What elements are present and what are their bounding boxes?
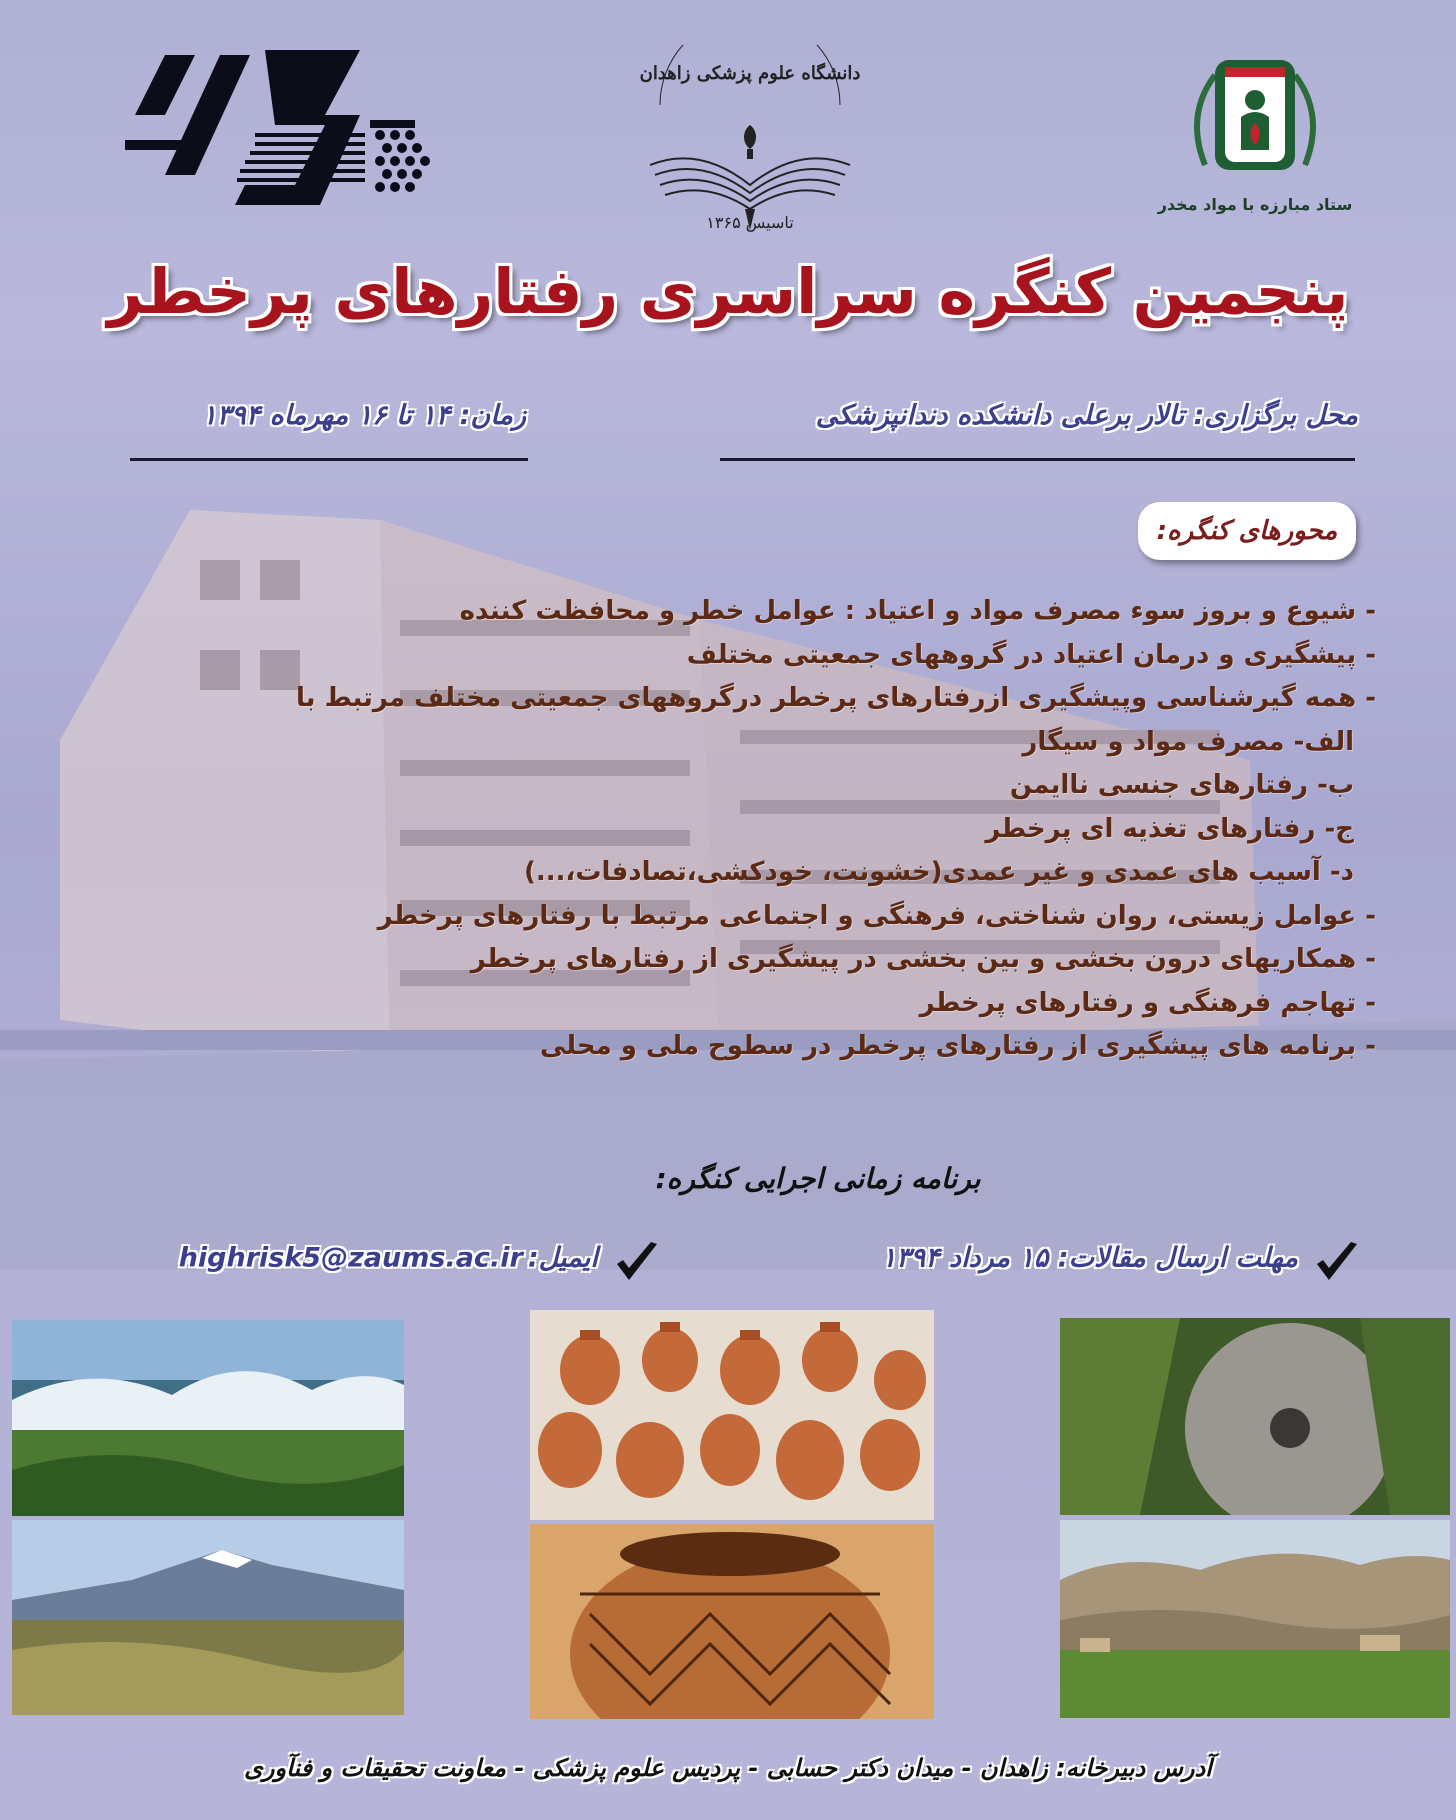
university-name: دانشگاه علوم پزشکی زاهدان (639, 63, 861, 84)
email-link[interactable]: highrisk5@zaums.ac.ir (178, 1242, 523, 1274)
topic-subitem: ب- رفتارهای جنسی ناایمن (1009, 770, 1354, 800)
founded-year: تاسیس ۱۳۶۵ (706, 213, 794, 232)
coast-waves-photo (12, 1320, 404, 1516)
secretariat-address: آدرس دبیرخانه: زاهدان - میدان دکتر حسابی - پردیس علوم پزشکی - معاونت تحقیقات و فنآوری (244, 1754, 1212, 1782)
congress-title: پنجمین کنگره سراسری رفتارهای پرخطر (107, 255, 1349, 328)
painted-pot-photo (530, 1524, 934, 1719)
deadline-text: مهلت ارسال مقالات: ۱۵ مرداد ۱۳۹۴ (881, 1242, 1298, 1274)
anti-drug-headquarters-logo (1155, 45, 1355, 225)
stylized-letters-logo-icon (125, 45, 465, 220)
deadline-row (882, 1240, 1361, 1284)
topic-item: - تهاجم فرهنگی و رفتارهای پرخطر (919, 987, 1376, 1018)
pottery-jars-photo (530, 1310, 934, 1520)
schedule-heading: برنامه زمانی اجرایی کنگره: (655, 1162, 981, 1195)
topic-item: - شیوع و بروز سوء مصرف مواد و اعتیاد : عوامل خطر و محافظت کننده (459, 596, 1376, 626)
university-emblem-logo (630, 45, 870, 245)
checkmark-icon (1313, 1240, 1361, 1284)
topic-subitem: الف- مصرف مواد و سیگار (1022, 726, 1354, 757)
anti-drug-emblem-icon (1175, 45, 1335, 195)
venue-underline (720, 458, 1355, 461)
topic-item: - همه گیرشناسی وپیشگیری ازرفتارهای پرخطر درگروههای جمعیتی مختلف مرتبط با (296, 683, 1376, 713)
topic-item: - برنامه های پیشگیری از رفتارهای پرخطر در سطوح ملی و محلی (539, 1031, 1376, 1061)
email-row (179, 1240, 661, 1284)
email-label: ایمیل: (527, 1242, 598, 1274)
desert-village-photo (1060, 1520, 1450, 1718)
venue-text: محل برگزاری: تالار برعلی دانشکده دندانپزشکی (815, 400, 1358, 431)
anti-drug-caption: ستاد مبارزه با مواد مخدر (1157, 195, 1353, 214)
topic-item: - پیشگیری و درمان اعتیاد در گروههای جمعیتی مختلف (686, 639, 1376, 670)
millstone-photo (1060, 1318, 1450, 1515)
checkmark-icon (613, 1240, 661, 1284)
topics-list (196, 590, 1376, 1069)
topic-subitem: ج- رفتارهای تغذیه ای پرخطر (985, 813, 1354, 844)
topic-item: - عوامل زیستی، روان شناختی، فرهنگی و اجتماعی مرتبط با رفتارهای پرخطر (377, 900, 1376, 931)
topics-heading-badge: محورهای کنگره: (1138, 502, 1356, 560)
time-text: زمان: ۱۴ تا ۱۶ مهرماه ۱۳۹۴ (202, 400, 526, 431)
mountain-plain-photo (12, 1520, 404, 1715)
topic-item: - همکاریهای درون بخشی و بین بخشی در پیشگیری از رفتارهای پرخطر (470, 944, 1376, 974)
topic-subitem: د- آسیب های عمدی و غیر عمدی(خشونت، خودکشی،تصادفات،...) (524, 857, 1354, 887)
time-underline (130, 458, 528, 461)
